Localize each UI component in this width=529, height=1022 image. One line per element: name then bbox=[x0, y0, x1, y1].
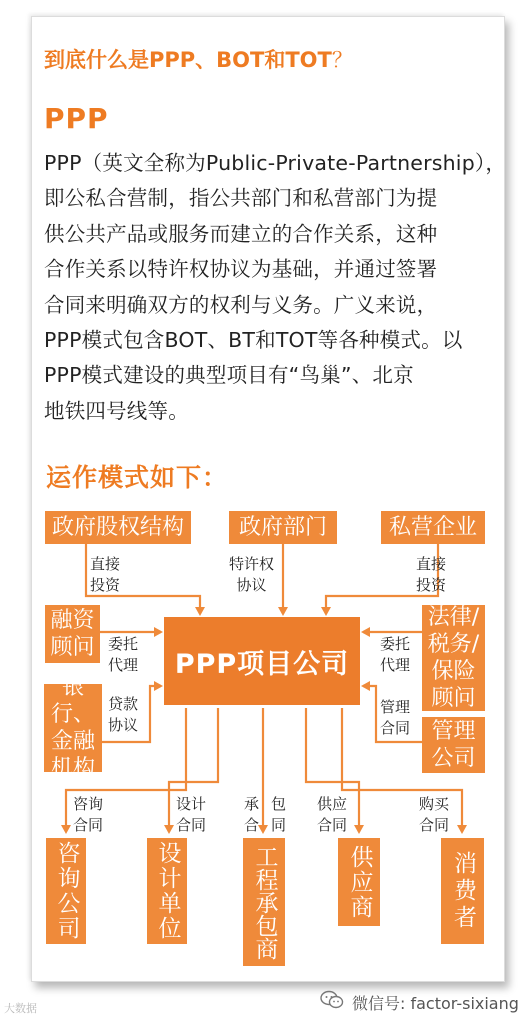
box-design-unit: 设计单位 bbox=[147, 838, 187, 944]
label-purchase-contract: 购买 合同 bbox=[419, 795, 450, 834]
box-consulting-company: 咨询公司 bbox=[46, 838, 86, 944]
label-direct-invest-right: 直接 投资 bbox=[416, 555, 447, 594]
box-management-company: 管理 公司 bbox=[422, 717, 485, 773]
label-entrust-right: 委托 代理 bbox=[380, 635, 411, 674]
box-gov-dept: 政府部门 bbox=[229, 511, 337, 544]
label-construction-contract: 承 包 合 同 bbox=[244, 795, 287, 834]
box-private-enterprise: 私营企业 bbox=[381, 511, 485, 544]
label-design-contract: 设计 合同 bbox=[176, 795, 207, 834]
box-construction-contractor: 工程承包商 bbox=[243, 838, 285, 966]
operation-mode-title: 运作模式如下： bbox=[46, 463, 229, 492]
label-entrust-left: 委托 代理 bbox=[108, 635, 139, 674]
body-line: PPP模式建设的典型项目有“鸟巢”、北京 bbox=[44, 363, 414, 388]
label-consulting-contract: 咨询 合同 bbox=[73, 795, 104, 834]
wechat-id: 微信号: factor-sixiang bbox=[352, 994, 519, 1013]
body-line: PPP模式包含BOT、BT和TOT等各种模式。以 bbox=[44, 328, 463, 353]
watermark-logo: 大数据 bbox=[4, 1002, 37, 1015]
wechat-icon bbox=[320, 990, 344, 1010]
body-line: 合同来明确双方的权利与义务。广义来说， bbox=[44, 292, 438, 317]
article-title: 到底什么是PPP、BOT和TOT？ bbox=[44, 48, 353, 72]
box-supplier: 供应商 bbox=[338, 838, 380, 926]
body-line: 地铁四号线等。 bbox=[44, 398, 189, 423]
box-consumer: 消费者 bbox=[441, 838, 484, 944]
body-line: 合作关系以特许权协议为基础，并通过签署 bbox=[44, 257, 438, 282]
body-line: 即公私合营制，指公共部门和私营部门为提 bbox=[44, 186, 438, 211]
label-concession: 特许权 协议 bbox=[229, 555, 275, 594]
box-gov-equity: 政府股权结构 bbox=[45, 511, 191, 544]
section-heading: PPP bbox=[44, 102, 109, 135]
body-line: 供公共产品或服务而建立的合作关系，这种 bbox=[44, 221, 438, 246]
center-ppp-company: PPP项目公司 bbox=[164, 617, 360, 705]
body-line: PPP（英文全称为Public-Private-Partnership）， bbox=[44, 151, 507, 175]
box-bank: 银行、 金融 机构 bbox=[44, 684, 102, 772]
label-direct-invest-left: 直接 投资 bbox=[90, 555, 121, 594]
label-loan-agreement: 贷款 协议 bbox=[108, 695, 139, 734]
label-supply-contract: 供应 合同 bbox=[317, 795, 348, 834]
box-finance-advisor: 融资 顾问 bbox=[45, 605, 100, 663]
label-management-contract: 管理 合同 bbox=[380, 698, 411, 737]
box-legal-tax-insurance: 法律/ 税务/ 保险 顾问 bbox=[422, 605, 485, 711]
